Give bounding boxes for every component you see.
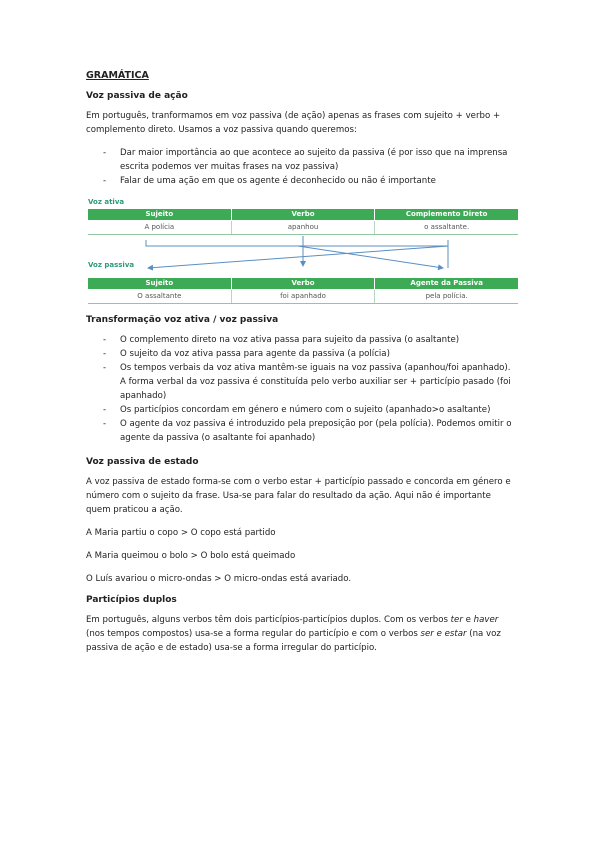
- section-heading-participios-duplos: Particípios duplos: [86, 595, 177, 605]
- section-heading-transformation: Transformação voz ativa / voz passiva: [86, 315, 279, 325]
- transformation-arrows: [88, 198, 518, 278]
- intro-paragraph: Em português, tranformamos em voz passiva (de ação) apenas as frases com sujeito + verbo + complemento direto. Usamos a voz passiva quando queremos:: [86, 111, 501, 135]
- list-item: - Os tempos verbais da voz ativa mantêm-se iguais na voz passiva (apanhou/foi apanhado). A forma verbal da voz passiva é constituída pelo verbo auxiliar ser + particípio pasado (foi apanhado): [103, 363, 511, 401]
- passive-values-row: [88, 290, 518, 304]
- section-heading-voz-passiva-estado: Voz passiva de estado: [86, 457, 199, 467]
- passive-header-agent: Agente da Passiva: [410, 279, 483, 287]
- passive-value-verb: foi apanhado: [232, 290, 376, 303]
- passive-header-verb: Verbo: [232, 278, 376, 289]
- active-value-object: o assaltante.: [424, 223, 470, 231]
- passive-header-subject: Sujeito: [88, 278, 232, 289]
- example-sentence: O Luís avariou o micro-ondas > O micro-ondas está avariado.: [86, 574, 352, 584]
- uses-list: [86, 146, 518, 188]
- passive-header-row: [88, 278, 518, 289]
- state-passive-paragraph: A voz passiva de estado forma-se com o verbo estar + particípio passado e concorda em género e número com o sujeito da frase. Usa-se para falar do resultado da ação. Aqui não é importante quem praticou a ação.: [86, 477, 511, 515]
- arrow-subject-to-agent: [146, 240, 448, 268]
- list-item: - O complemento direto na voz ativa passa para sujeito da passiva (o asaltante): [103, 335, 460, 345]
- document-page: [86, 70, 518, 664]
- active-voice-label: Voz ativa: [88, 198, 125, 206]
- passive-value-agent: pela polícia.: [425, 292, 468, 300]
- arrow-object-to-subject: [148, 240, 448, 268]
- active-value-subject: A polícia: [88, 221, 232, 234]
- list-item: - O agente da voz passiva é introduzido pela preposição por (pela polícia). Podemos omitir o agente da passiva (o asaltante foi apanhado): [103, 419, 512, 443]
- voice-transformation-diagram: [88, 198, 518, 306]
- section-heading-voz-passiva-acao: Voz passiva de ação: [86, 91, 188, 101]
- arrow-agent: [298, 246, 443, 268]
- list-item: - Os particípios concordam em género e número com o sujeito (apanhado>o asaltante): [103, 405, 491, 415]
- active-header-subject: Sujeito: [88, 209, 232, 220]
- list-item: - Falar de uma ação em que os agente é deconhecido ou não é importante: [103, 176, 436, 186]
- transformation-list: [86, 333, 518, 445]
- example-sentence: A Maria queimou o bolo > O bolo está queimado: [86, 551, 296, 561]
- list-item: - Dar maior importância ao que acontece ao sujeito da passiva (é por isso que na imprensa escrita podemos ver muitas frases na voz passiva): [103, 148, 508, 172]
- passive-value-subject: O assaltante: [88, 290, 232, 303]
- active-header-object: Complemento Direto: [405, 210, 488, 218]
- document-title: GRAMÁTICA: [86, 70, 149, 81]
- double-participles-paragraph: Em português, alguns verbos têm dois particípios-particípios duplos. Com os verbos ter e haver (nos tempos compostos) usa-se a forma regular do particípio e com o verbos ser e estar (na voz passiva de ação e de estado) usa-se a forma irregular do particípio.: [86, 615, 501, 653]
- list-item: - O sujeito da voz ativa passa para agente da passiva (a polícia): [103, 349, 390, 359]
- passive-voice-label: Voz passiva: [88, 261, 135, 269]
- active-header-verb: Verbo: [232, 209, 376, 220]
- example-sentence: A Maria partiu o copo > O copo está partido: [86, 528, 276, 538]
- active-value-verb: apanhou: [232, 221, 376, 234]
